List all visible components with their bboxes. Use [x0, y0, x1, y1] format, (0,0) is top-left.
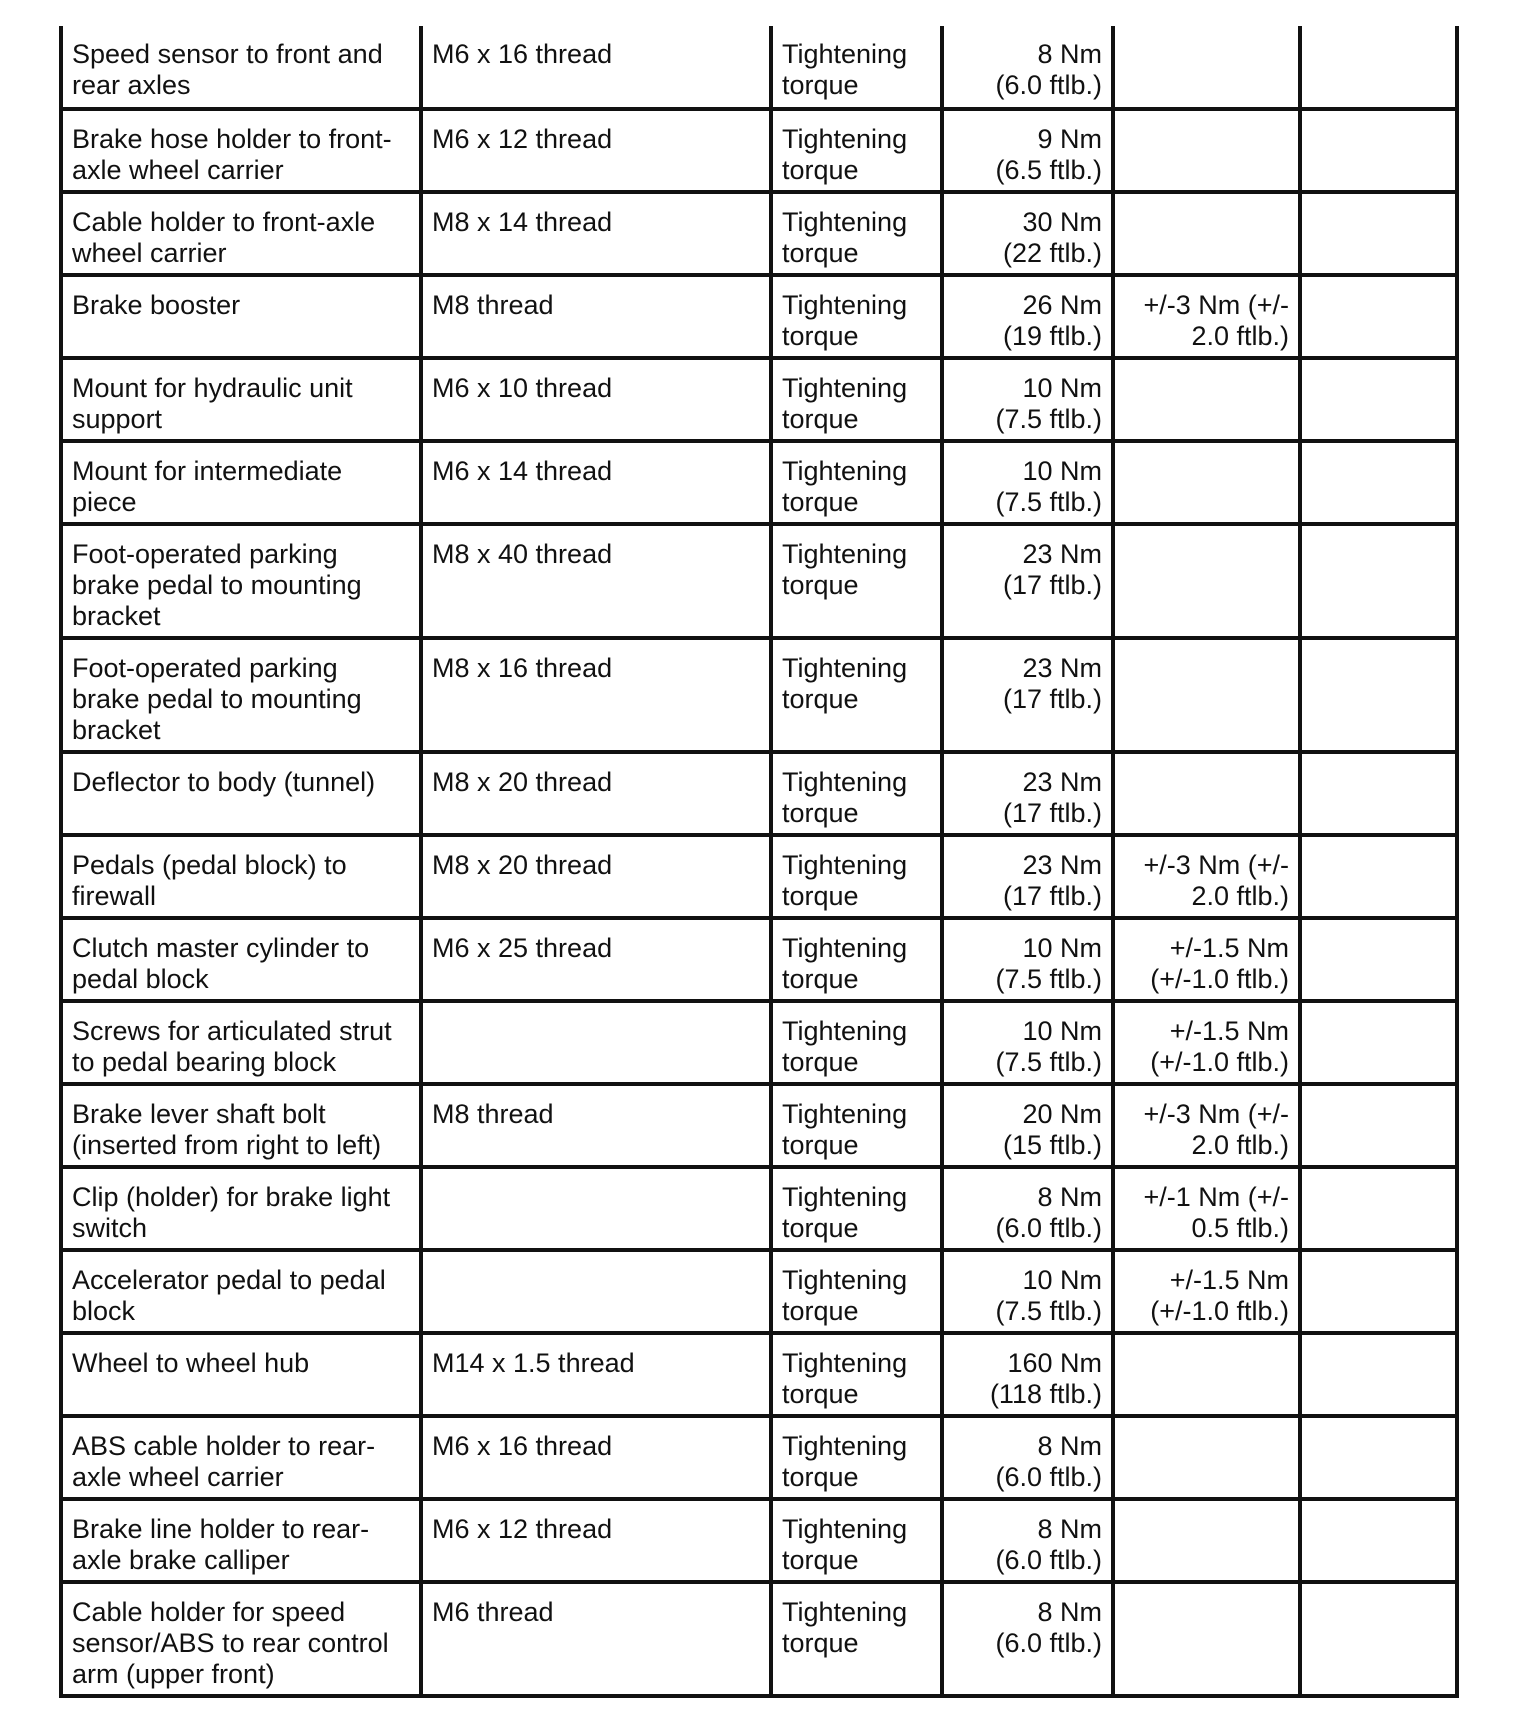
notes-cell: [1300, 26, 1457, 109]
spec-type-cell: Tightening torque: [771, 358, 942, 441]
thread-cell: M6 x 16 thread: [421, 1416, 771, 1499]
tolerance-cell: [1113, 918, 1300, 1001]
notes-cell: [1300, 752, 1457, 835]
tolerance-cell: [1113, 109, 1300, 192]
table-row: [61, 918, 1457, 1001]
torque-value-line: (19 ftlb.): [1002, 321, 1102, 351]
notes-cell: [1300, 109, 1457, 192]
torque-value-line: 8 Nm: [1037, 1431, 1102, 1461]
torque-spec-table: [59, 26, 1459, 1698]
component-cell: Pedals (pedal block) to firewall: [61, 835, 421, 918]
torque-value-line: (7.5 ftlb.): [995, 1047, 1102, 1077]
table-row: [61, 1084, 1457, 1167]
component-cell: Wheel to wheel hub: [61, 1333, 421, 1416]
component-cell: Brake hose holder to front-axle wheel carrier: [61, 109, 421, 192]
torque-value-cell: [942, 1001, 1113, 1084]
torque-value-line: (118 ftlb.): [989, 1379, 1102, 1409]
torque-value-line: (17 ftlb.): [1002, 684, 1102, 714]
torque-value-cell: [942, 752, 1113, 835]
tolerance-line: +/-3 Nm (+/-: [1143, 1099, 1289, 1129]
spec-type-cell: Tightening torque: [771, 441, 942, 524]
spec-type-cell: Tightening torque: [771, 1001, 942, 1084]
torque-value-cell: [942, 441, 1113, 524]
thread-cell: M6 x 14 thread: [421, 441, 771, 524]
torque-value-line: 9 Nm: [1037, 124, 1102, 154]
torque-value-line: (7.5 ftlb.): [995, 964, 1102, 994]
tolerance-cell: [1113, 1333, 1300, 1416]
table-row: [61, 835, 1457, 918]
notes-cell: [1300, 1250, 1457, 1333]
notes-cell: [1300, 1167, 1457, 1250]
component-cell: Mount for intermediate piece: [61, 441, 421, 524]
torque-value-line: (6.0 ftlb.): [995, 1462, 1102, 1492]
tolerance-cell: [1113, 524, 1300, 638]
table-row: [61, 192, 1457, 275]
torque-value-line: 10 Nm: [1022, 1016, 1102, 1046]
thread-cell: [421, 1001, 771, 1084]
torque-value-line: 23 Nm: [1022, 850, 1102, 880]
table-row: [61, 1416, 1457, 1499]
tolerance-cell: [1113, 1416, 1300, 1499]
tolerance-line: +/-1.5 Nm: [1169, 933, 1289, 963]
tolerance-line: (+/-1.0 ftlb.): [1150, 964, 1289, 994]
tolerance-cell: [1113, 441, 1300, 524]
torque-value-line: 10 Nm: [1022, 1265, 1102, 1295]
notes-cell: [1300, 1001, 1457, 1084]
component-cell: ABS cable holder to rear-axle wheel carrier: [61, 1416, 421, 1499]
component-cell: Foot-operated parking brake pedal to mounting bracket: [61, 638, 421, 752]
notes-cell: [1300, 1416, 1457, 1499]
torque-value-cell: [942, 638, 1113, 752]
torque-value-line: 30 Nm: [1022, 207, 1102, 237]
torque-value-line: (6.0 ftlb.): [995, 1213, 1102, 1243]
notes-cell: [1300, 1582, 1457, 1696]
torque-value-cell: [942, 1582, 1113, 1696]
torque-value-line: (7.5 ftlb.): [995, 1296, 1102, 1326]
spec-type-cell: Tightening torque: [771, 1333, 942, 1416]
torque-value-cell: [942, 1499, 1113, 1582]
table-row: [61, 109, 1457, 192]
notes-cell: [1300, 835, 1457, 918]
tolerance-cell: [1113, 358, 1300, 441]
thread-cell: M8 thread: [421, 275, 771, 358]
thread-cell: M8 x 20 thread: [421, 752, 771, 835]
spec-type-cell: Tightening torque: [771, 192, 942, 275]
thread-cell: [421, 1167, 771, 1250]
table-row: [61, 275, 1457, 358]
torque-value-line: (6.5 ftlb.): [995, 155, 1102, 185]
torque-value-line: 23 Nm: [1022, 539, 1102, 569]
notes-cell: [1300, 275, 1457, 358]
tolerance-cell: [1113, 1001, 1300, 1084]
notes-cell: [1300, 918, 1457, 1001]
spec-type-cell: Tightening torque: [771, 918, 942, 1001]
table-row: [61, 1001, 1457, 1084]
torque-value-line: 10 Nm: [1022, 456, 1102, 486]
notes-cell: [1300, 1084, 1457, 1167]
tolerance-line: +/-3 Nm (+/-: [1143, 850, 1289, 880]
torque-value-cell: [942, 358, 1113, 441]
torque-value-line: 26 Nm: [1022, 290, 1102, 320]
tolerance-line: +/-3 Nm (+/-: [1143, 290, 1289, 320]
thread-cell: M6 x 12 thread: [421, 109, 771, 192]
notes-cell: [1300, 192, 1457, 275]
thread-cell: M8 x 20 thread: [421, 835, 771, 918]
table-row: [61, 358, 1457, 441]
table-row: [61, 1167, 1457, 1250]
torque-value-line: 23 Nm: [1022, 653, 1102, 683]
torque-value-line: (7.5 ftlb.): [995, 487, 1102, 517]
spec-type-cell: Tightening torque: [771, 109, 942, 192]
spec-type-cell: Tightening torque: [771, 1416, 942, 1499]
tolerance-line: 0.5 ftlb.): [1191, 1213, 1289, 1243]
torque-value-cell: [942, 918, 1113, 1001]
tolerance-cell: [1113, 752, 1300, 835]
tolerance-cell: [1113, 1582, 1300, 1696]
torque-value-line: 8 Nm: [1037, 1514, 1102, 1544]
spec-type-cell: Tightening torque: [771, 1084, 942, 1167]
torque-value-cell: [942, 524, 1113, 638]
torque-value-line: 8 Nm: [1037, 39, 1102, 69]
thread-cell: M14 x 1.5 thread: [421, 1333, 771, 1416]
tolerance-line: (+/-1.0 ftlb.): [1150, 1047, 1289, 1077]
thread-cell: M8 x 14 thread: [421, 192, 771, 275]
notes-cell: [1300, 441, 1457, 524]
torque-value-line: 20 Nm: [1022, 1099, 1102, 1129]
component-cell: Clip (holder) for brake light switch: [61, 1167, 421, 1250]
torque-value-cell: [942, 192, 1113, 275]
component-cell: Cable holder to front-axle wheel carrier: [61, 192, 421, 275]
notes-cell: [1300, 1499, 1457, 1582]
torque-value-line: 8 Nm: [1037, 1182, 1102, 1212]
tolerance-cell: [1113, 638, 1300, 752]
tolerance-line: 2.0 ftlb.): [1191, 321, 1289, 351]
tolerance-line: 2.0 ftlb.): [1191, 1130, 1289, 1160]
spec-type-cell: Tightening torque: [771, 638, 942, 752]
table-row: [61, 752, 1457, 835]
torque-value-cell: [942, 1167, 1113, 1250]
table-row: [61, 1499, 1457, 1582]
torque-value-cell: [942, 275, 1113, 358]
table-row: [61, 1582, 1457, 1696]
tolerance-line: +/-1.5 Nm: [1169, 1265, 1289, 1295]
tolerance-line: (+/-1.0 ftlb.): [1150, 1296, 1289, 1326]
component-cell: Brake line holder to rear-axle brake calliper: [61, 1499, 421, 1582]
tolerance-cell: [1113, 835, 1300, 918]
torque-value-line: (15 ftlb.): [1002, 1130, 1102, 1160]
torque-value-line: (6.0 ftlb.): [995, 70, 1102, 100]
tolerance-cell: [1113, 1250, 1300, 1333]
component-cell: Foot-operated parking brake pedal to mounting bracket: [61, 524, 421, 638]
notes-cell: [1300, 524, 1457, 638]
component-cell: Cable holder for speed sensor/ABS to rear control arm (upper front): [61, 1582, 421, 1696]
notes-cell: [1300, 358, 1457, 441]
table-row: [61, 441, 1457, 524]
spec-type-cell: Tightening torque: [771, 1250, 942, 1333]
thread-cell: M8 x 40 thread: [421, 524, 771, 638]
torque-value-cell: [942, 1416, 1113, 1499]
torque-value-cell: [942, 26, 1113, 109]
thread-cell: M8 x 16 thread: [421, 638, 771, 752]
tolerance-line: +/-1.5 Nm: [1169, 1016, 1289, 1046]
thread-cell: M8 thread: [421, 1084, 771, 1167]
torque-value-cell: [942, 835, 1113, 918]
thread-cell: M6 x 25 thread: [421, 918, 771, 1001]
torque-value-line: 10 Nm: [1022, 373, 1102, 403]
tolerance-line: 2.0 ftlb.): [1191, 881, 1289, 911]
table-row: [61, 1250, 1457, 1333]
torque-value-cell: [942, 1084, 1113, 1167]
component-cell: Mount for hydraulic unit support: [61, 358, 421, 441]
torque-value-line: (6.0 ftlb.): [995, 1628, 1102, 1658]
spec-type-cell: Tightening torque: [771, 752, 942, 835]
thread-cell: M6 thread: [421, 1582, 771, 1696]
torque-value-cell: [942, 1250, 1113, 1333]
torque-value-line: 160 Nm: [1007, 1348, 1102, 1378]
component-cell: Brake booster: [61, 275, 421, 358]
component-cell: Deflector to body (tunnel): [61, 752, 421, 835]
spec-type-cell: Tightening torque: [771, 1167, 942, 1250]
spec-type-cell: Tightening torque: [771, 1582, 942, 1696]
notes-cell: [1300, 1333, 1457, 1416]
torque-value-line: (17 ftlb.): [1002, 881, 1102, 911]
tolerance-cell: [1113, 1167, 1300, 1250]
table-row: [61, 638, 1457, 752]
component-cell: Clutch master cylinder to pedal block: [61, 918, 421, 1001]
table-row: [61, 26, 1457, 109]
spec-type-cell: Tightening torque: [771, 1499, 942, 1582]
tolerance-cell: [1113, 275, 1300, 358]
torque-value-line: (6.0 ftlb.): [995, 1545, 1102, 1575]
tolerance-line: +/-1 Nm (+/-: [1143, 1182, 1289, 1212]
component-cell: Speed sensor to front and rear axles: [61, 26, 421, 109]
tolerance-cell: [1113, 1084, 1300, 1167]
thread-cell: M6 x 10 thread: [421, 358, 771, 441]
tolerance-cell: [1113, 1499, 1300, 1582]
component-cell: Screws for articulated strut to pedal bearing block: [61, 1001, 421, 1084]
thread-cell: M6 x 12 thread: [421, 1499, 771, 1582]
thread-cell: M6 x 16 thread: [421, 26, 771, 109]
thread-cell: [421, 1250, 771, 1333]
component-cell: Accelerator pedal to pedal block: [61, 1250, 421, 1333]
torque-spec-table-body: [61, 26, 1457, 1696]
torque-value-line: 8 Nm: [1037, 1597, 1102, 1627]
spec-type-cell: Tightening torque: [771, 524, 942, 638]
table-row: [61, 1333, 1457, 1416]
component-cell: Brake lever shaft bolt (inserted from right to left): [61, 1084, 421, 1167]
spec-type-cell: Tightening torque: [771, 26, 942, 109]
table-row: [61, 524, 1457, 638]
tolerance-cell: [1113, 192, 1300, 275]
torque-value-line: (17 ftlb.): [1002, 798, 1102, 828]
notes-cell: [1300, 638, 1457, 752]
torque-value-cell: [942, 109, 1113, 192]
torque-value-line: (22 ftlb.): [1002, 238, 1102, 268]
torque-value-line: 23 Nm: [1022, 767, 1102, 797]
tolerance-cell: [1113, 26, 1300, 109]
torque-value-line: 10 Nm: [1022, 933, 1102, 963]
torque-value-line: (17 ftlb.): [1002, 570, 1102, 600]
torque-value-line: (7.5 ftlb.): [995, 404, 1102, 434]
spec-type-cell: Tightening torque: [771, 275, 942, 358]
torque-value-cell: [942, 1333, 1113, 1416]
spec-type-cell: Tightening torque: [771, 835, 942, 918]
